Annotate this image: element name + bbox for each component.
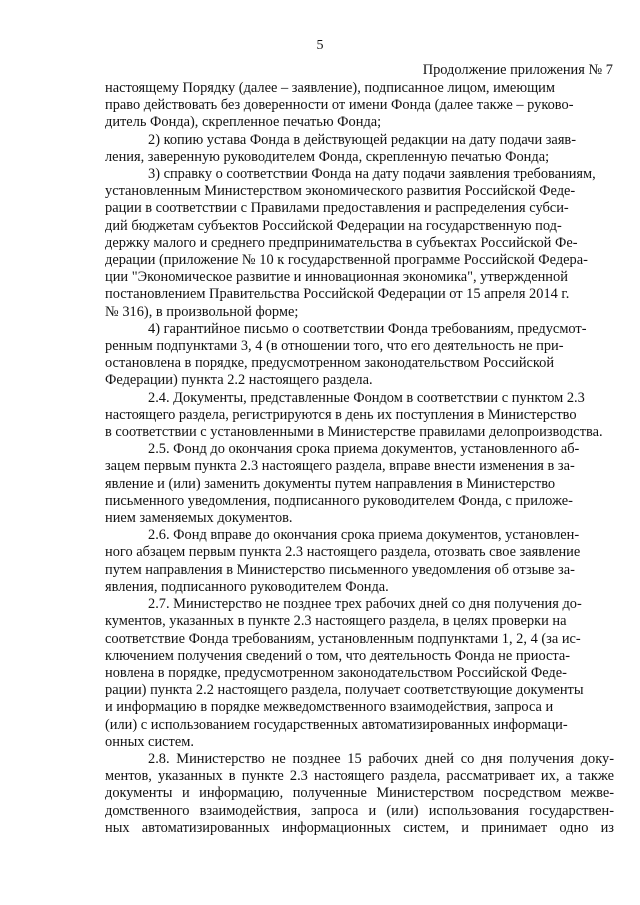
paragraph-item-4: 4) гарантийное письмо о соответствии Фонда требованиям, предусмот- ренным подпунктами 3, 4 (в отношении того, что его деятельность не при- остановлена в порядке, предусмотренном законодательством Российской Федерации) пункта 2.2 настоящего раздела. <box>105 320 587 389</box>
paragraph-2-4: 2.4. Документы, представленные Фондом в соответствии с пунктом 2.3 настоящего раздела, регистрируются в день их поступления в Министерство в соответствии с установленными в Министерстве правилами делопроизводства. <box>105 389 603 441</box>
page-number: 5 <box>316 38 324 53</box>
paragraph-continuation: настоящему Порядку (далее – заявление), подписанное лицом, имеющим право действовать без доверенности от имени Фонда (далее также – руково- дитель Фонда), скрепленное печатью Фонда; <box>105 80 574 131</box>
paragraph-2-5: 2.5. Фонд до окончания срока приема документов, установленного аб- зацем первым пункта 2.3 настоящего раздела, вправе внести изменения в за- явление и (или) заменить документы путем направления в Министерство письменного уведомления, подписанного руководителем Фонда, с приложе- нием заменяемых документов. <box>105 441 580 527</box>
paragraph-2-6: 2.6. Фонд вправе до окончания срока приема документов, установлен- ного абзацем первым пункта 2.3 настоящего раздела, отозвать свое заявление путем направления в Министерство письменного уведомления об отзыве за- явления, подписанного руководителем Фонда. <box>105 527 581 595</box>
paragraph-2-7: 2.7. Министерство не позднее трех рабочих дней со дня получения до- кументов, указанных в пункте 2.3 настоящего раздела, в целях проверки на соответствие Фонда требованиям, установленным подпунктами 1, 2, 4 (за ис- ключением получения сведений о том, что деятельность Фонда не приоста- новлена в порядке, предусмотренном законодательством Российской Феде- рации) пункта 2.2 настоящего раздела, получает соответствующие документы и информацию в порядке межведомственного взаимодействия, запроса и (или) с использованием государственных автоматизированных информаци- онных систем. <box>105 596 584 750</box>
document-body <box>105 80 614 837</box>
paragraph-item-2: 2) копию устава Фонда в действующей редакции на дату подачи заяв- ления, заверенную руководителем Фонда, скрепленную печатью Фонда; <box>105 131 577 165</box>
running-header: Продолжение приложения № 7 <box>422 62 613 78</box>
paragraph-2-8: 2.8. Министерство не позднее 15 рабочих дней со дня получения доку- ментов, указанных в пункте 2.3 настоящего раздела, рассматривает их, а также документы и информацию, полученные Министерством посредством межве- домственного взаимодействия, запроса и (или) использования государствен- ных автоматизированных информационных систем, и принимает одно из <box>105 750 614 836</box>
paragraph-item-3: 3) справку о соответствии Фонда на дату подачи заявления требованиям, установленным Министерством экономического развития Российской Феде- рации в соответствии с Правилами предоставления и распределения субси- дий бюджетам субъектов Российской Федерации на государственную под- держку малого и среднего предпринимательства в субъектах Российской Фе- дерации (приложение № 10 к государственной программе Российской Федера- ции "Экономическое развитие и инновационная экономика", утвержденной постановлением Правительства Российской Федерации от 15 апреля 2014 г. № 316), в произвольной форме; <box>105 166 596 320</box>
